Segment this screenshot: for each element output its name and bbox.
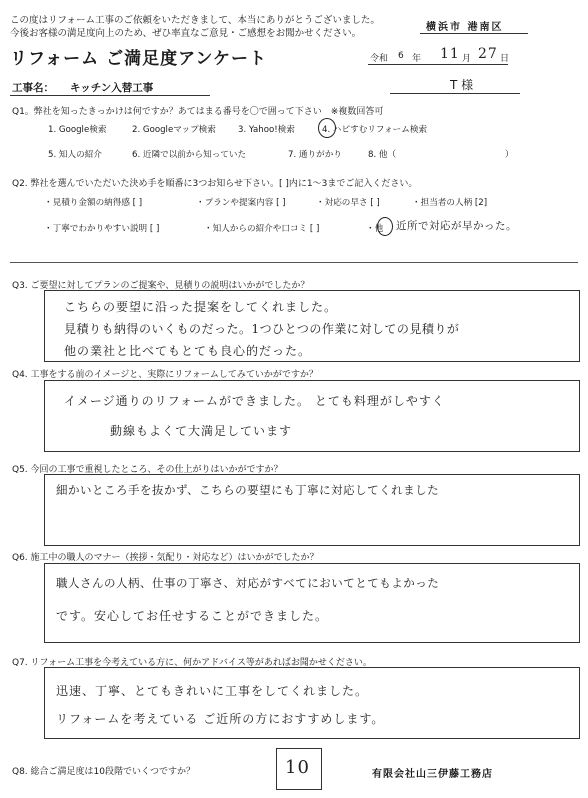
survey-title: リフォーム ご満足度アンケート (10, 49, 268, 69)
q6-answer-line2: です。安心してお任せすることができました。 (56, 609, 329, 623)
q7-answer-line2: リフォームを考えている ご近所の方におすすめします。 (56, 712, 385, 726)
date-year: 6 (398, 51, 404, 61)
q7-question: Q7. リフォーム工事を今考えている方に、何かアドバイス等があればお聞かせください。 (12, 658, 372, 668)
intro-text-line1: この度はリフォーム工事のご依頼をいただきまして、本当にありがとうございました。 (10, 15, 380, 26)
customer-underline (390, 93, 520, 94)
q1-question: Q1。弊社を知ったきっかけは何ですか？あてはまる番号を〇で囲って下さい ※複数回答可 (12, 107, 384, 117)
q2-option-plan: ・プランや提案内容 [ ] (196, 198, 286, 208)
section-divider (10, 262, 578, 263)
q1-option-4-circle (318, 118, 336, 138)
date-month-unit: 月 (462, 54, 472, 64)
q3-answer-line2: 見積りも納得のいくものだった。1つひとつの作業に対しての見積りが (64, 322, 460, 336)
q2-question: Q2. 弊社を選んでいただいた決め手を順番に3つお知らせ下さい。[ ]内に1～3までご記入ください。 (12, 179, 418, 189)
date-day: 27 (478, 46, 498, 62)
q7-answer-line1: 迅速、丁寧、とてもきれいに工事をしてくれました。 (56, 684, 369, 698)
q6-question: Q6. 施工中の職人のマナー（挨拶・気配り・対応など）はいかがでしたか？ (12, 553, 319, 563)
q1-option-7: 7. 通りがかり (288, 150, 342, 160)
q3-answer-line3: 他の業社と比べてもとても良心的だった。 (64, 344, 312, 358)
q2-option-staff: ・担当者の人柄 [2] (412, 198, 488, 208)
q2-option-referral: ・知人からの紹介や口コミ [ ] (204, 224, 320, 234)
q4-question: Q4. 工事をする前のイメージと、実際にリフォームしてみていかがですか？ (12, 370, 318, 380)
q1-option-8: 8. 他（ (368, 150, 397, 160)
intro-text-line2: 今後お客様の満足度向上のため、ぜひ率直なご意見・ご感想をお聞かせください。 (10, 28, 362, 39)
q2-option-speed: ・対応の早さ [ ] (316, 198, 380, 208)
q8-score: 10 (285, 757, 310, 778)
project-name: キッチン入替工事 (70, 82, 154, 94)
q2-option-explanation: ・丁寧でわかりやすい説明 [ ] (44, 224, 160, 234)
q7-answer-box (44, 667, 580, 739)
date-era: 令和 (370, 54, 389, 64)
q5-answer-line1: 細かいところ手を抜かず、こちらの要望にも丁寧に対応してくれました (56, 483, 440, 497)
q5-question: Q5. 今回の工事で重視したところ、その仕上がりはいかがですか？ (12, 465, 283, 475)
customer-name: T 様 (450, 78, 474, 92)
q2-option-price: ・見積り金額の納得感 [ ] (44, 198, 143, 208)
date-year-unit: 年 (412, 54, 422, 64)
q2-other-answer: 近所で対応が早かった。 (396, 220, 517, 232)
q1-option-4: 4. ハピすむリフォーム検索 (322, 125, 428, 135)
q2-option-other: ・他 (366, 224, 384, 234)
project-label: 工事名： (12, 82, 54, 94)
q1-option-8-close: ） (505, 150, 514, 160)
q4-answer-line1: イメージ通りのリフォームができました。 とても料理がしやすく (64, 394, 445, 408)
company-name: 有限会社山三伊藤工務店 (372, 769, 493, 780)
q4-answer-box (44, 380, 580, 452)
q1-option-5: 5. 知人の紹介 (48, 150, 102, 160)
date-underline (368, 64, 508, 65)
q6-answer-line1: 職人さんの人柄、仕事の丁寧さ、対応がすべてにおいてとてもよかった (56, 576, 440, 590)
q1-option-6: 6. 近隣で以前から知っていた (132, 150, 247, 160)
q1-option-2: 2. Googleマップ検索 (132, 125, 216, 135)
project-underline (10, 95, 210, 96)
q8-question: Q8. 総合ご満足度は10段階でいくつですか？ (12, 767, 195, 777)
location-underline (420, 33, 528, 34)
q1-option-1: 1. Google検索 (48, 125, 107, 135)
q3-question: Q3. ご要望に対してプランのご提案や、見積りの説明はいかがでしたか？ (12, 281, 310, 291)
q1-option-3: 3. Yahoo!検索 (238, 125, 295, 135)
q4-answer-line2: 動線もよくて大満足しています (110, 424, 293, 438)
location-label: 横浜市 港南区 (426, 22, 504, 33)
q2-option-other-circle (377, 217, 393, 236)
date-month: 11 (440, 46, 460, 62)
date-day-unit: 日 (500, 54, 510, 64)
q3-answer-line1: こちらの要望に沿った提案をしてくれました。 (64, 300, 338, 314)
